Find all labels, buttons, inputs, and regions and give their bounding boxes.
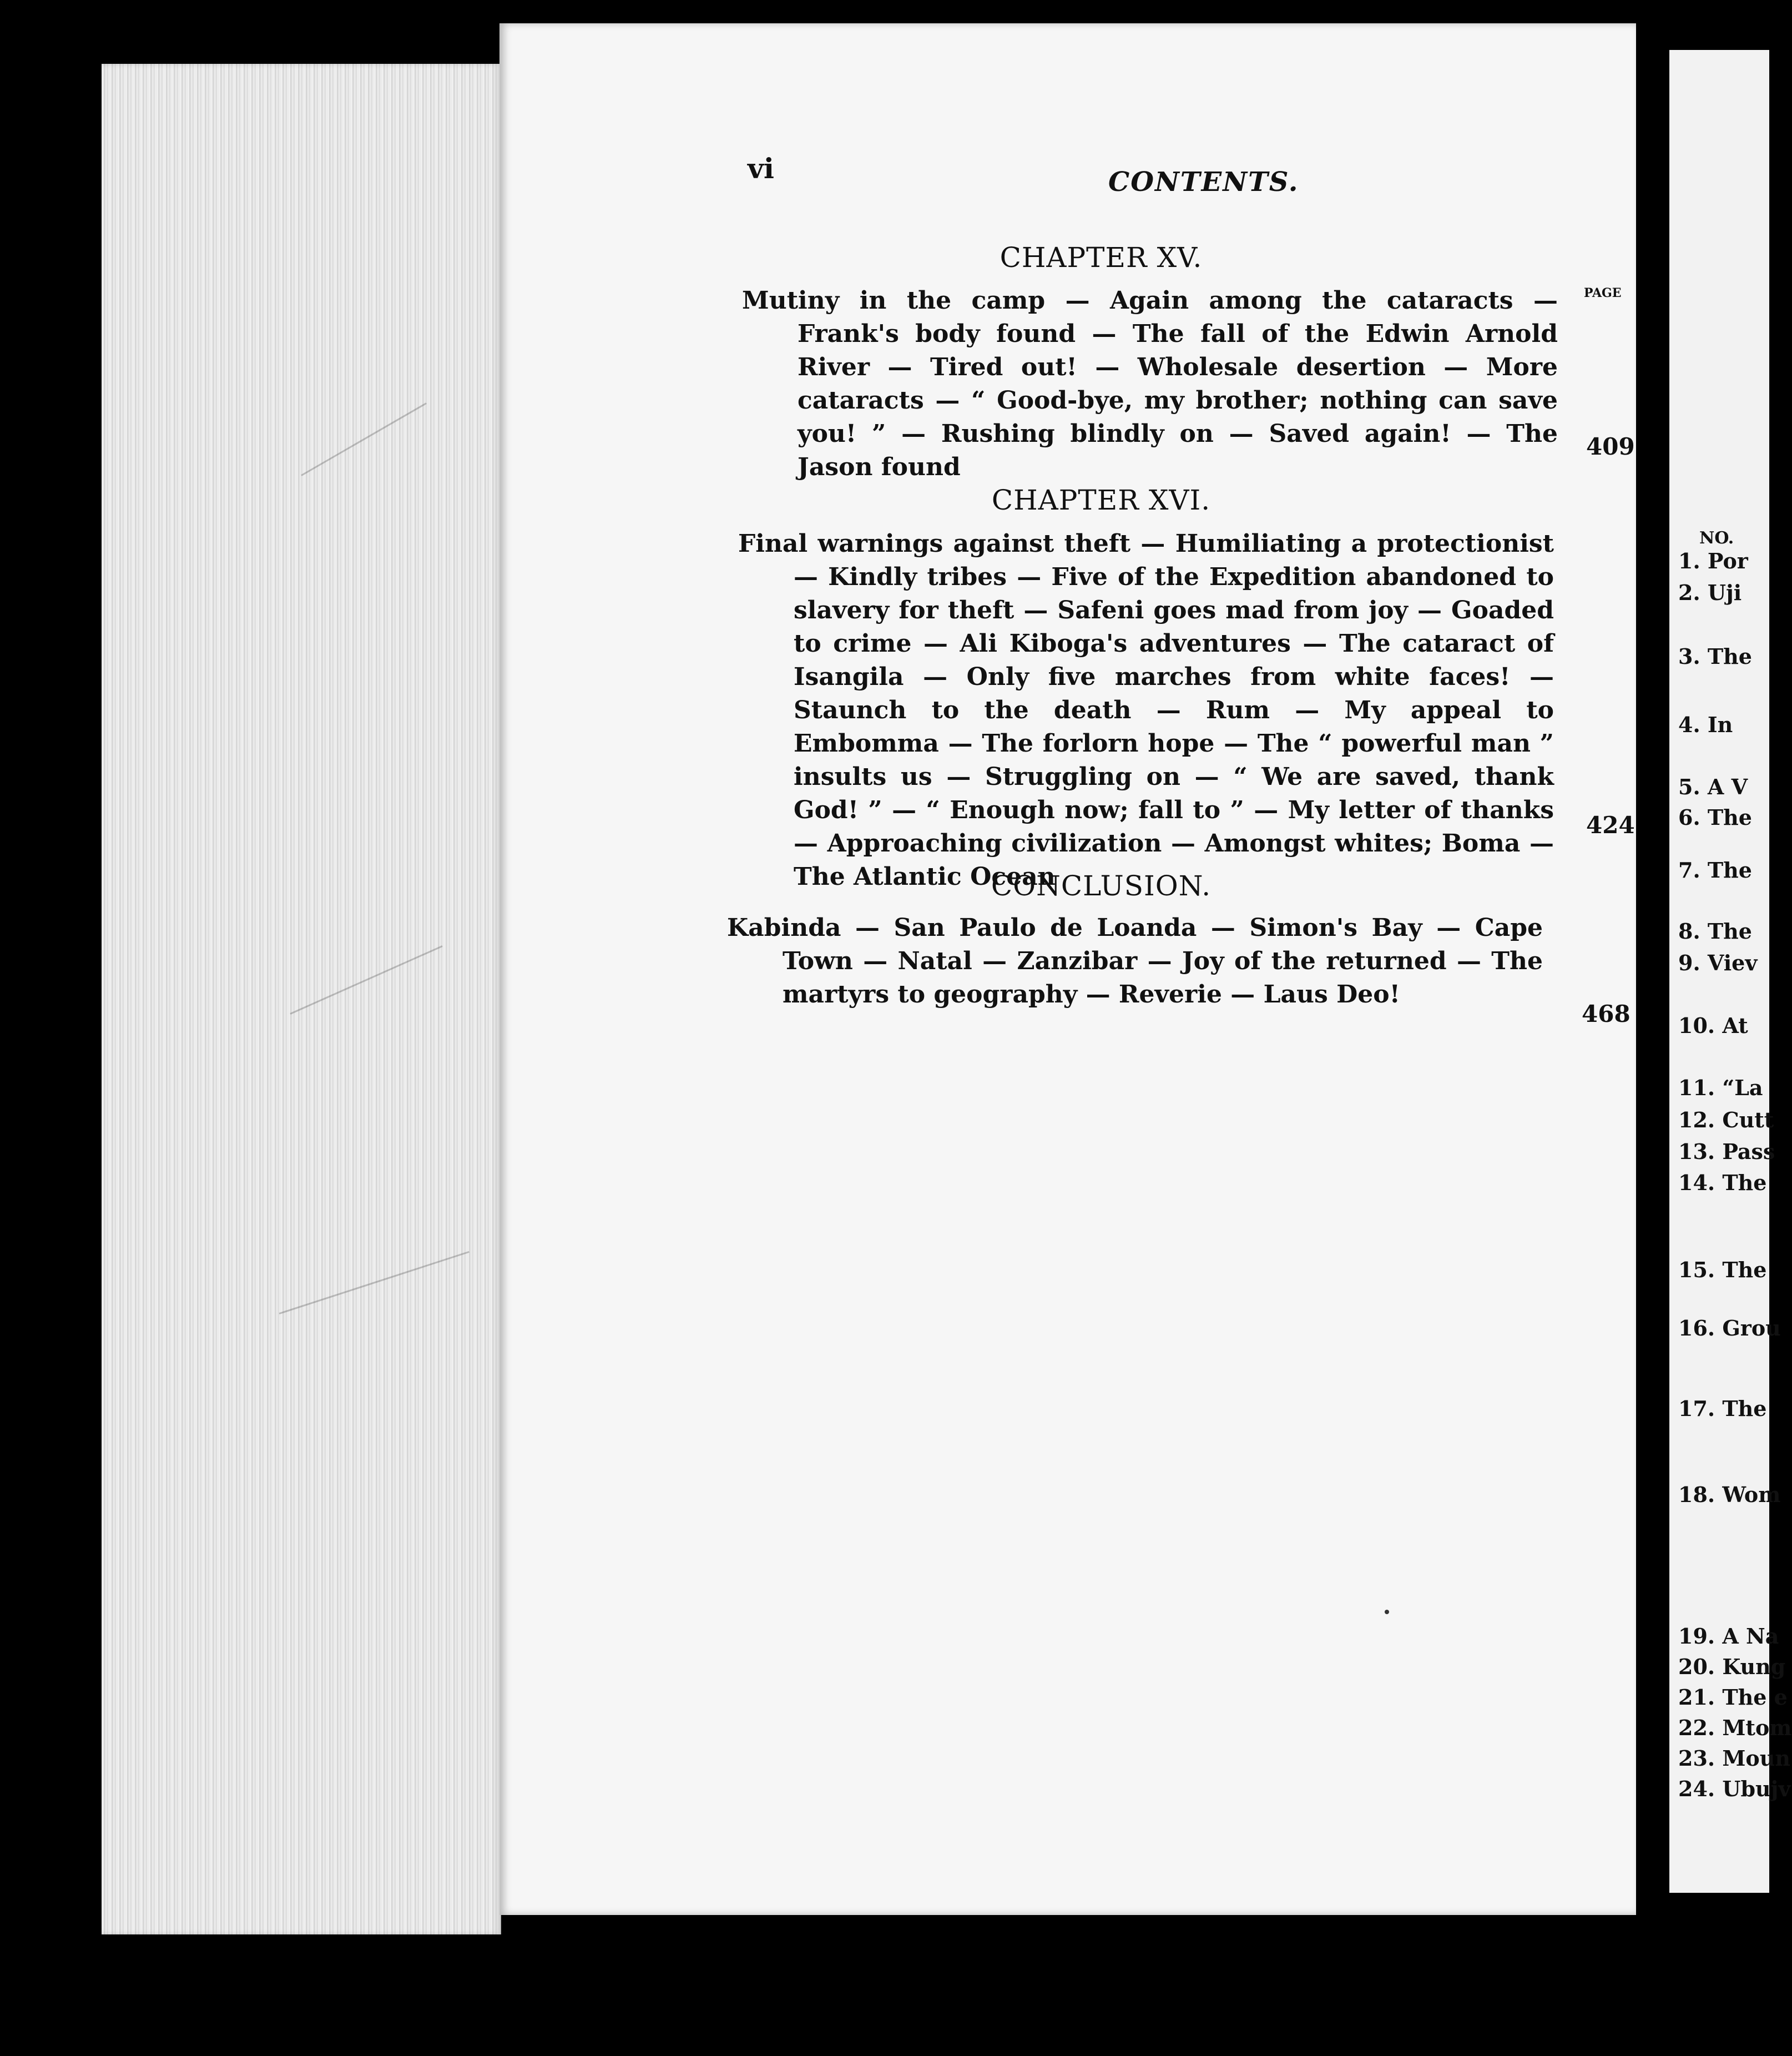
book-gutter: [1636, 61, 1669, 1893]
page-number: vi: [748, 152, 775, 185]
contents-page: [499, 23, 1636, 1915]
paper-speck: [1385, 1610, 1389, 1614]
chapter-synopsis: Kabinda — San Paulo de Loanda — Simon's Bay — Cape Town — Natal — Zanzibar — Joy of the returned — The martyrs to geography — Reverie — Laus Deo!: [727, 914, 1543, 1009]
facing-page-item: 12. Cutt: [1678, 1107, 1774, 1132]
chapter-page-number: 468: [1582, 1000, 1631, 1027]
facing-page-item: 13. Pass: [1678, 1139, 1775, 1164]
facing-page-item: 16. Grou: [1678, 1316, 1781, 1341]
facing-page-item: 8. The: [1678, 919, 1752, 944]
facing-page-item: 2. Uji: [1678, 580, 1742, 605]
chapter-heading: CHAPTER XVI.: [991, 484, 1211, 516]
chapter-heading: CONCLUSION.: [991, 870, 1212, 902]
facing-page-item: 7. The: [1678, 858, 1752, 883]
facing-page-item: 15. The: [1678, 1257, 1767, 1282]
running-head: CONTENTS.: [1108, 167, 1299, 198]
page-edge-streak: [279, 1251, 470, 1314]
chapter-synopsis: Final warnings against theft — Humiliating a protectionist — Kindly tribes — Five of the Expedition abandoned to slavery for theft — Safeni goes mad from joy — Goaded to crime — Ali Kiboga's adventures — The cataract of Isangila — Only five marches from white faces! — Staunch to the death — Rum — My appeal to Embomma — The forlorn hope — The “ powerful man ” insults us — Struggling on — “ We are saved, thank God! ” — “ Enough now; fall to ” — My letter of thanks — Approaching civilization — Amongst whites; Boma — The Atlantic Ocean: [738, 530, 1554, 891]
facing-page-item: 17. The: [1678, 1396, 1767, 1421]
facing-page-sliver: [1669, 50, 1792, 1893]
page-edge-streak: [290, 945, 442, 1015]
chapter-synopsis: Mutiny in the camp — Again among the cataracts — Frank's body found — The fall of the Edwin Arnold River — Tired out! — Wholesale desertion — More cataracts — “ Good-bye, my brother; nothing can save you! ” — Rushing blindly on — Saved again! — The Jason found: [742, 286, 1558, 481]
facing-page-item: 10. At: [1678, 1013, 1748, 1038]
facing-page-item: 22. Mtom: [1678, 1715, 1792, 1740]
facing-page-item: 4. In: [1678, 712, 1733, 737]
facing-page-item: 20. Kung: [1678, 1654, 1786, 1679]
facing-page-item: 18. Wom: [1678, 1482, 1781, 1507]
chapter-heading: CHAPTER XV.: [1000, 241, 1203, 274]
facing-page-item: 9. Viev: [1678, 950, 1758, 975]
facing-page-item: 21. The e: [1678, 1685, 1788, 1710]
facing-page-item: 14. The: [1678, 1170, 1767, 1195]
chapter-page-number: 424: [1586, 812, 1635, 839]
facing-page-item: 11. “La: [1678, 1075, 1763, 1100]
facing-page-item: 5. A V: [1678, 774, 1748, 799]
chapter-page-number: 409: [1586, 433, 1635, 460]
facing-page-item: 19. A Na: [1678, 1624, 1779, 1649]
facing-page-item: 1. Por: [1678, 548, 1748, 573]
page-edge-streak: [301, 402, 427, 476]
facing-page-item: 3. The: [1678, 644, 1752, 669]
book-page-edges: [102, 64, 501, 1934]
facing-page-column-label: NO.: [1699, 528, 1734, 548]
page-column-label: PAGE: [1584, 286, 1622, 300]
facing-page-item: 23. Moun: [1678, 1746, 1791, 1771]
facing-page-item: 6. The: [1678, 805, 1752, 830]
facing-page-item: 24. Ubujv: [1678, 1776, 1791, 1801]
